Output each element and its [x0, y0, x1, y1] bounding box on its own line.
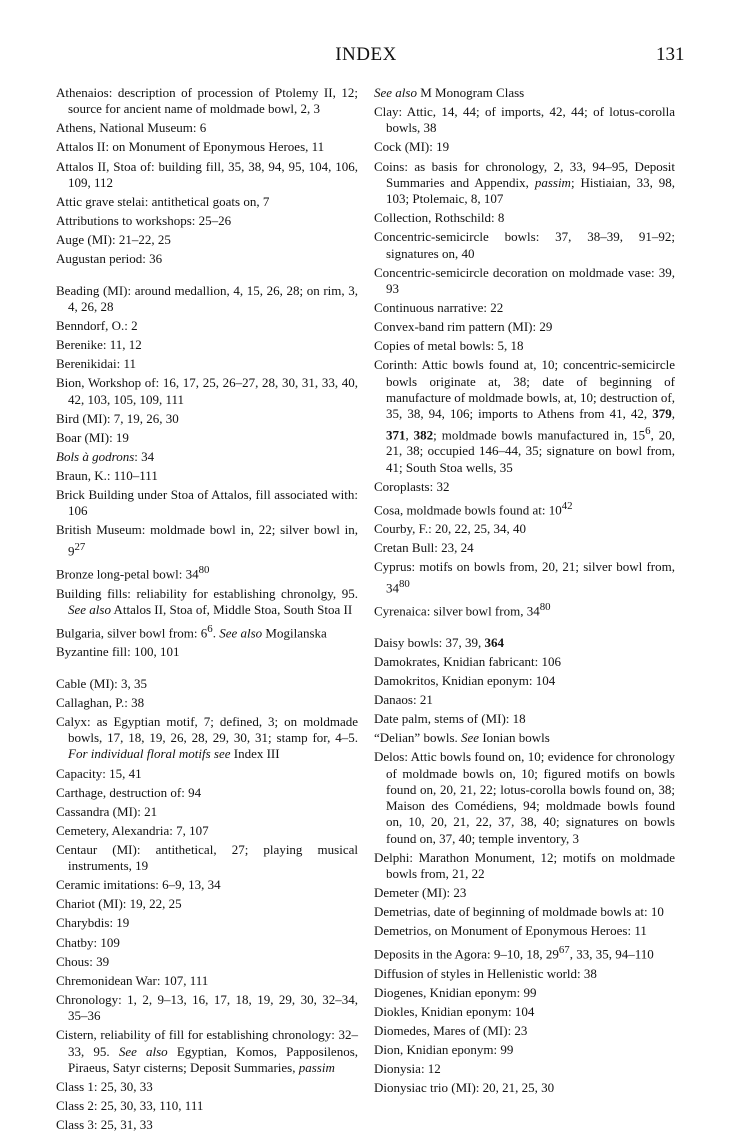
index-entry: Chronology: 1, 2, 9–13, 16, 17, 18, 19, 29, 30, 32–34, 35–36: [56, 991, 358, 1024]
index-entry: Coroplasts: 32: [374, 478, 450, 494]
index-entry: Dion, Knidian eponym: 99: [374, 1042, 514, 1058]
index-entry: Calyx: as Egyptian motif, 7; defined, 3; on moldmade bowls, 17, 18, 19, 26, 28, 29, 30, 31; stamp for, 4–5. For individual floral motifs see Index III: [56, 713, 358, 762]
index-entry: “Delian” bowls. See Ionian bowls: [374, 730, 550, 746]
index-entry: British Museum: moldmade bowl in, 22; silver bowl in, $9^{27}$: [56, 522, 358, 558]
index-entry: Convex-band rim pattern (MI): 29: [374, 319, 553, 335]
index-entry: Demeter (MI): 23: [374, 885, 467, 901]
index-entry: Attalos II, Stoa of: building fill, 35, 38, 94, 95, 104, 106, 109, 112: [56, 158, 358, 190]
index-entry: Delphi: Marathon Monument, 12; motifs on moldmade bowls from, 21, 22: [374, 849, 675, 882]
index-entry: Charybdis: 19: [56, 915, 130, 931]
index-entry: Cyprus: motifs on bowls from, 20, 21; silver bowl from, $34^{80}$: [374, 559, 675, 595]
index-entry: Beading (MI): around medallion, 4, 15, 26, 28; on rim, 3, 4, 26, 28: [56, 282, 358, 314]
index-entry: Cosa, moldmade bowls found at: $10^{42}$: [374, 499, 573, 518]
index-entry: Courby, F.: 20, 22, 25, 34, 40: [374, 521, 526, 537]
index-entry: Chatby: 109: [56, 934, 120, 950]
index-entry: Bronze long-petal bowl: $34^{80}$: [56, 564, 210, 582]
index-entry: Cretan Bull: 23, 24: [374, 540, 474, 556]
index-entry: Demetrios, on Monument of Eponymous Heroes: 11: [374, 923, 647, 939]
index-entry: Damokritos, Knidian eponym: 104: [374, 672, 556, 688]
index-entry: Dionysiac trio (MI): 20, 21, 25, 30: [374, 1080, 555, 1096]
index-entry: Bion, Workshop of: 16, 17, 25, 26–27, 28, 30, 31, 33, 40, 42, 103, 105, 109, 111: [56, 375, 358, 407]
index-entry: Damokrates, Knidian fabricant: 106: [374, 653, 561, 669]
index-entry: Ceramic imitations: 6–9, 13, 34: [56, 877, 221, 893]
index-entry: Building fills: reliability for establishing chronolgy, 95. See also Attalos II, Stoa of, Middle Stoa, South Stoa II: [56, 585, 358, 617]
index-entry: Class 1: 25, 30, 33: [56, 1078, 153, 1094]
index-entry: Cassandra (MI): 21: [56, 803, 158, 819]
index-entry: Athenaios: description of procession of Ptolemy II, 12; source for ancient name of moldmade bowl, 2, 3: [56, 85, 358, 117]
index-entry: Attributions to workshops: 25–26: [56, 213, 232, 229]
index-entry: Centaur (MI): antithetical, 27; playing musical instruments, 19: [56, 841, 358, 874]
index-entry: Cyrenaica: silver bowl from, $34^{80}$: [374, 601, 551, 619]
index-entry: Brick Building under Stoa of Attalos, fill associated with: 106: [56, 486, 358, 519]
index-entry: Danaos: 21: [374, 691, 433, 707]
index-entry: Deposits in the Agora: 9–10, 18, $29^{67}$, 33, 35, 94–110: [374, 944, 654, 962]
index-entry: Byzantine fill: 100, 101: [56, 644, 180, 660]
index-entry: Benndorf, O.: 2: [56, 317, 138, 333]
index-entry: Diffusion of styles in Hellenistic world: 38: [374, 965, 597, 981]
index-column-left: [56, 85, 358, 1136]
index-entry: Diokles, Knidian eponym: 104: [374, 1004, 535, 1020]
index-entry: Chremonidean War: 107, 111: [56, 972, 209, 988]
index-entry: Berenike: 11, 12: [56, 337, 142, 353]
index-entry: Callaghan, P.: 38: [56, 694, 145, 710]
index-entry: Attalos II: on Monument of Eponymous Heroes, 11: [56, 139, 325, 155]
page-number: 131: [656, 44, 685, 65]
index-entry: Dionysia: 12: [374, 1061, 441, 1077]
index-entry: Carthage, destruction of: 94: [56, 784, 202, 800]
index-entry: Athens, National Museum: 6: [56, 120, 207, 136]
index-entry: Delos: Attic bowls found on, 10; evidence for chronology of moldmade bowls on, 10; figured motifs on bowls found on, 20, 21, 22; lotus-corolla bowls found on, 38; Maison des Comédiens, 94; moldmade bowls found on, 10, 20, 21, 22, 37, 38, 40; signatures on bowls found on, 37, 40; temple inventory, 3: [374, 749, 675, 846]
index-entry: Copies of metal bowls: 5, 18: [374, 338, 524, 354]
index-entry: Cable (MI): 3, 35: [56, 675, 147, 691]
index-entry: Bols à godrons: 34: [56, 448, 155, 464]
index-entry: Class 2: 25, 30, 33, 110, 111: [56, 1098, 204, 1113]
index-entry: Date palm, stems of (MI): 18: [374, 711, 526, 727]
index-entry: Demetrias, date of beginning of moldmade bowls at: 10: [374, 904, 664, 920]
index-entry: Augustan period: 36: [56, 251, 163, 267]
index-entry: Clay: Attic, 14, 44; of imports, 42, 44; of lotus-corolla bowls, 38: [374, 104, 675, 136]
index-entry: Cistern, reliability of fill for establishing chronology: 32–33, 95. See also Egyptian, Komos, Papposilenos, Piraeus, Satyr cisterns; Deposit Summaries, passim: [56, 1027, 359, 1075]
index-entry: Daisy bowls: 37, 39, 364: [374, 634, 504, 650]
index-entry: Berenikidai: 11: [56, 356, 137, 372]
index-entry: Cock (MI): 19: [374, 139, 450, 155]
index-entry: Diogenes, Knidian eponym: 99: [374, 985, 537, 1000]
index-entry: Attic grave stelai: antithetical goats on, 7: [56, 193, 270, 209]
index-entry: See also M Monogram Class: [374, 85, 525, 100]
index-entry: Auge (MI): 21–22, 25: [56, 232, 171, 248]
page-title: INDEX: [335, 44, 397, 65]
index-entry: Concentric-semicircle decoration on moldmade vase: 39, 93: [374, 264, 675, 297]
index-entry: Coins: as basis for chronology, 2, 33, 94–95, Deposit Summaries and Appendix, passim; Histiaian, 33, 98, 103; Ptolemaic, 8, 107: [374, 158, 675, 207]
index-entry: Capacity: 15, 41: [56, 765, 142, 781]
index-entry: Bulgaria, silver bowl from: $6^6$. See also Mogilanska: [56, 622, 327, 641]
index-entry: Continuous narrative: 22: [374, 300, 504, 316]
index-entry: Bird (MI): 7, 19, 26, 30: [56, 410, 179, 426]
index-entry: Collection, Rothschild: 8: [374, 210, 505, 226]
index-entry: Concentric-semicircle bowls: 37, 38–39, 91–92; signatures on, 40: [374, 229, 675, 261]
index-entry: Chous: 39: [56, 953, 110, 969]
index-column-right: [374, 85, 675, 1100]
index-entry: Chariot (MI): 19, 22, 25: [56, 896, 182, 912]
index-entry: Cemetery, Alexandria: 7, 107: [56, 822, 209, 838]
index-entry: Braun, K.: 110–111: [56, 467, 158, 483]
index-entry: Diomedes, Mares of (MI): 23: [374, 1023, 528, 1039]
index-entry: Corinth: Attic bowls found at, 10; concentric-semicircle bowls originate at, 38; date of beginning of manufacture of moldmade bowls, at, 10; destruction of, 35, 38, 94, 106; imports to Athens from 41, 42, 379, 371, 382; moldmade bowls manufactured in, $15^6$, 20, 21, 38; occupied 146–44, 35; signature on bowl from, 41; South Stoa wells, 35: [374, 357, 675, 475]
index-entry: Class 3: 25, 31, 33: [56, 1117, 153, 1133]
index-entry: Boar (MI): 19: [56, 429, 129, 445]
